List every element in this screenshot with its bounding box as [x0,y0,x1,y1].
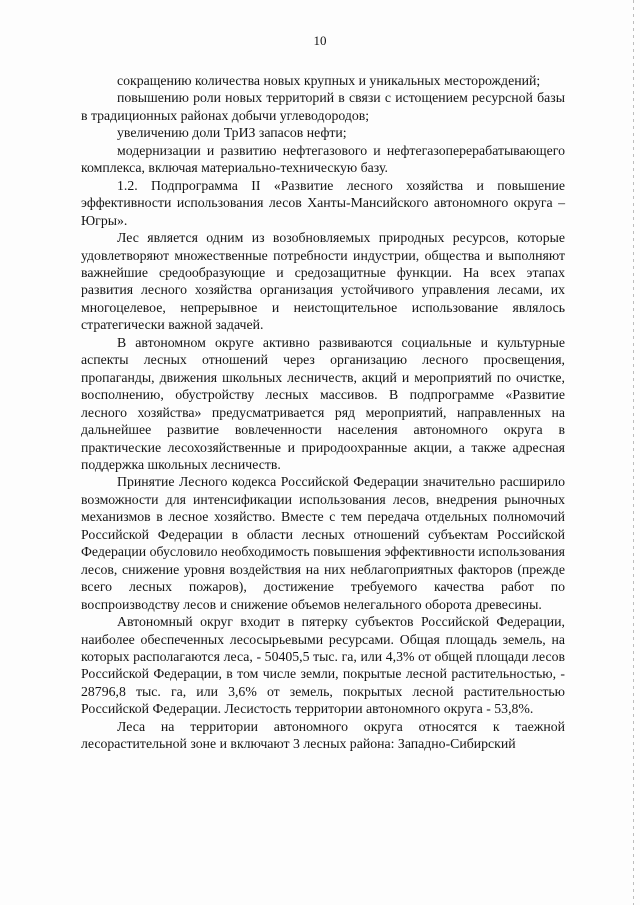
paragraph-social-aspects: В автономном округе активно развиваются социальные и культурные аспекты лесных отношений через организацию лесного просвещения, пропаганды, движения школьных лесничеств, акций и мероприятий по очистке, восполнению, обустройству лесных массивов. В подпрограмме «Развитие лесного хозяйства» предусматривается ряд мероприятий, направленных на дальнейшее развитие вовлеченности населения автономного округа в практические лесохозяйственные и природоохранные акции, а также адресная поддержка школьных лесничеств. [81,334,565,472]
page-edge [633,0,634,905]
page-number: 10 [313,33,327,48]
paragraph-modernization: модернизации и развитию нефтегазового и нефтегазоперерабатывающего комплекса, включая материально-техническую базу. [81,142,565,176]
paragraph-subprogram-heading: 1.2. Подпрограмма II «Развитие лесного хозяйства и повышение эффективности использования лесов Ханты-Мансийского автономного округа – Югры». [81,177,565,228]
paragraph-forest-code: Принятие Лесного кодекса Российской Федерации значительно расширило возможности для интенсификации использования лесов, внедрения рыночных механизмов в лесное хозяйство. Вместе с тем передача отдельных полномочий Российской Федерации в области лесных отношений субъектам Российской Федерации обусловило необходимость повышения эффективности использования лесов, снижение уровня воздействия на них неблагоприятных факторов (прежде всего лесных пожаров), достижение требуемого качества работ по воспроизводству лесов и снижение объемов нелегального оборота древесины. [81,474,565,612]
paragraph-new-territories: повышению роли новых территорий в связи с истощением ресурсной базы в традиционных районах добычи углеводородов; [81,90,565,123]
paragraph-reduction-deposits: сокращению количества новых крупных и уникальных месторождений; [117,73,541,88]
paragraph-triz-share: увеличению доли ТрИЗ запасов нефти; [117,125,347,141]
paragraph-forest-districts: Леса на территории автономного округа относятся к таежной лесорастительной зоне и включают 3 лесных района: Западно-Сибирский [81,718,565,752]
body-text [81,72,565,753]
paragraph-forest-area: Автономный округ входит в пятерку субъектов Российской Федерации, наиболее обеспеченных лесосырьевыми ресурсами. Общая площадь земель, на которых располагаются леса, - 50405,5 тыс. га, или 4,3% от общей площади лесов Российской Федерации, в том числе земли, покрытые лесной растительностью, - 28796,8 тыс. га, или 3,6% от земель, покрытых лесной растительностью Российской Федерации. Лесистость территории автономного округа - 53,8%. [81,614,565,717]
paragraph-forest-resource: Лес является одним из возобновляемых природных ресурсов, которые удовлетворяют множественные потребности индустрии, общества и выполняют важнейшие средообразующие и средозащитные функции. На всех этапах развития лесного хозяйства организация устойчивого управления лесами, их многоцелевое, непрерывное и неистощительное использование являлось стратегически важной задачей. [81,230,565,333]
